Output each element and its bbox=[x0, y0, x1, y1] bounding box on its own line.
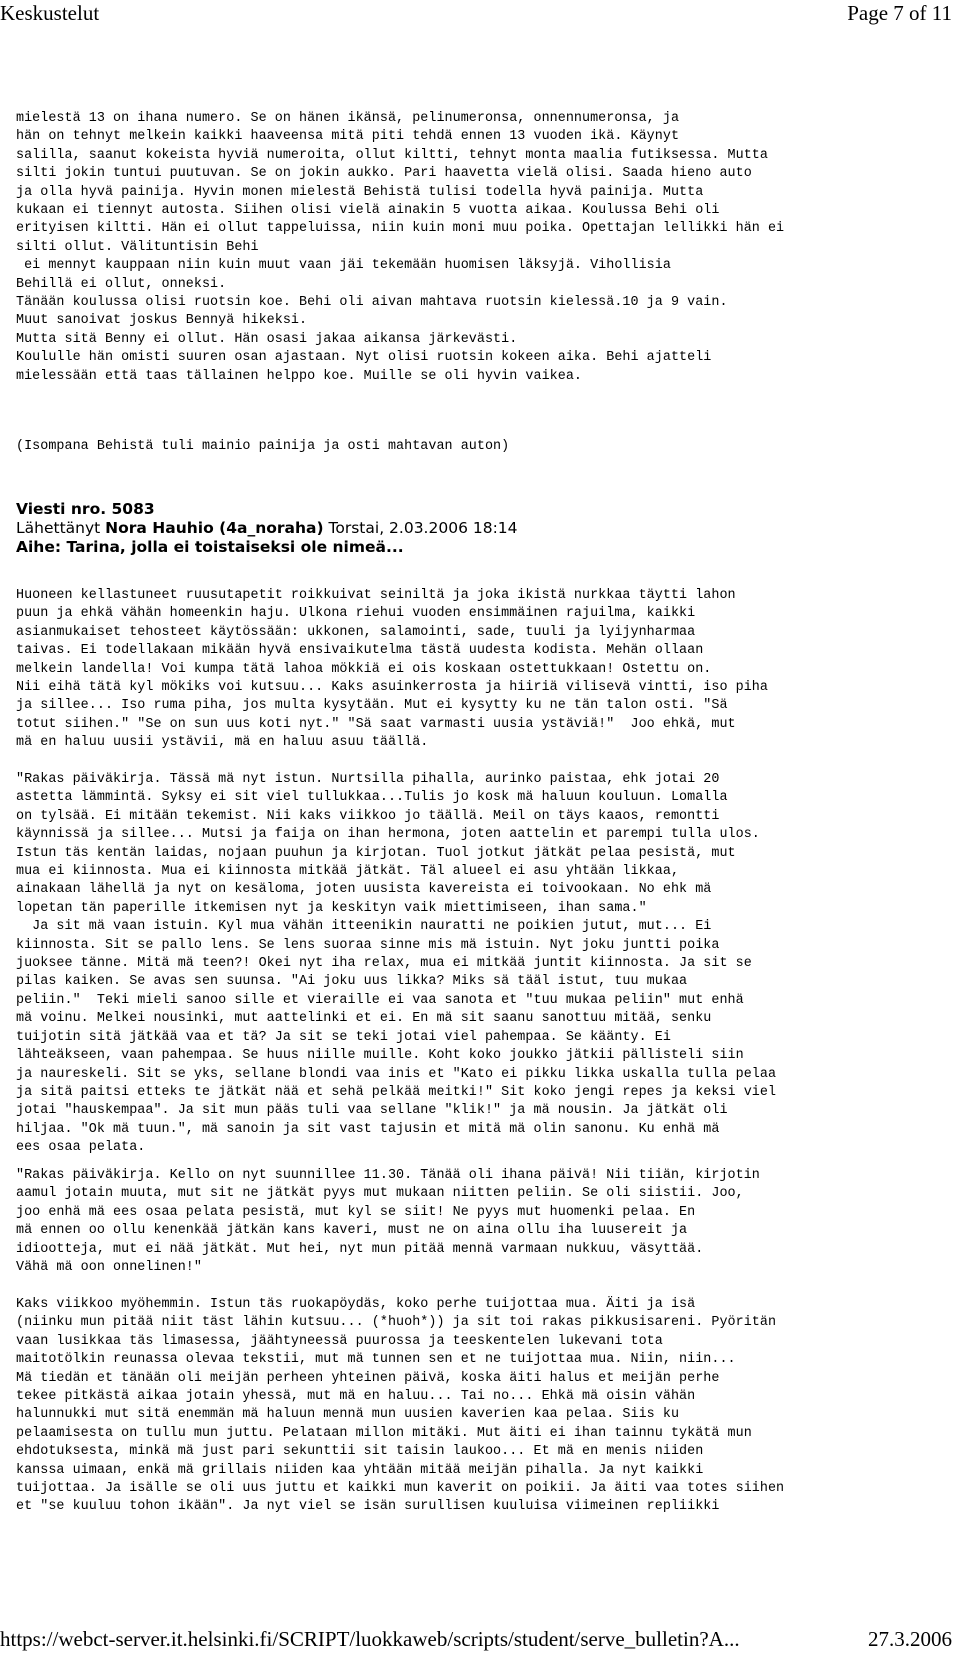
footer-date: 27.3.2006 bbox=[868, 1627, 952, 1651]
sent-by-label: Lähettänyt bbox=[16, 519, 101, 537]
message-header bbox=[16, 500, 518, 557]
header-title: Keskustelut bbox=[0, 1, 100, 25]
message-date: Torstai, 2.03.2006 18:14 bbox=[328, 519, 518, 537]
previous-message-closing: (Isompana Behistä tuli mainio painija ja osti mahtavan auton) bbox=[16, 439, 510, 454]
page-number: Page 7 of 11 bbox=[847, 1, 952, 25]
page-header bbox=[0, 0, 960, 30]
footer-url: https://webct-server.it.helsinki.fi/SCRIPT/luokkaweb/scripts/student/serve_bulletin?A... bbox=[0, 1627, 740, 1651]
message-paragraph: Huoneen kellastuneet ruusutapetit roikkuivat seiniltä ja joka ikistä nurkkaa täytti lahon puun ja ehkä vähän homeenkin haju. Ulkona riehui vuoden ensimmäinen rajuilma, kaikki asianmukaiset tehosteet käytössään: ukkonen, salamointi, sade, tuuli ja lyijynharmaa taivas. Ei todellakaan mikään hyvä ensivaikutelma tästä uudesta kodista. Mehän ollaan melkein landella! Voi kumpa tätä lahoa mökkiä ei ois koskaan ostettukkaan! Ostettu on. Nii eihä tätä kyl mökiks voi kutsuu... Kaks asuinkerrosta ja hiiriä vilisevä vintti, iso piha ja sillee... Iso ruma piha, jos multa kysytään. Mut ei kysytty ku ne tän talon osti. "Sä totut siihen." "Se on sun uus koti nyt." "Sä saat varmasti uusia ystäviä!" Joo ehkä, mut mä en haluu uusii ystävii, mä en haluu asuu täällä. bbox=[16, 588, 768, 751]
message-subject: Aihe: Tarina, jolla ei toistaiseksi ole nimeä... bbox=[16, 538, 404, 556]
message-paragraph: "Rakas päiväkirja. Tässä mä nyt istun. Nurtsilla pihalla, aurinko paistaa, ehk jotai 20 astetta lämmintä. Syksy ei sit viel tullukkaa...Tulis jo kosk mä haluun kouluun. Lomalla on tylsää. Ei mitään tekemist. Nii kaks viikkoo jo täällä. Meil on täys kaaos, remontti käynnissä ja sillee... Mutsi ja faija on ihan hermona, joten aattelin et parempi tulla ulos. Istun täs kentän laidas, nojaan puuhun ja kirjotan. Tuol jotkut jätkät pelaa pesistä, mut mua ei kiinnosta. Mua ei kiinnosta mitkää jätkät. Täl alueel ei asu yhtään likkaa, ainakaan lähellä ja nyt on kesäloma, joten uusista kavereista ei toivookaan. No ehk mä lopetan tän paperille itkemisen nyt ja keskityn vaik miettimiseen, ihan sama." Ja sit mä vaan istuin. Kyl mua vähän itteenikin nauratti ne poikien jutut, mut... Ei kiinnosta. Sit se pallo lens. Se lens suoraa sinne mis mä istuin. Nyt joku juntti poika juoksee tänne. Mitä mä teen?! Okei nyt iha relax, mua ei mitkää juntit kiinnosta. Ja sit se pilas kaiken. Se avas sen suunsa. "Ai joku uus likka? Miks sä tääl istut, tuu mukaa peliin." Teki mieli sanoo sille et vieraille ei vaa sanota et "tuu mukaa peliin" mut enhä mä voinu. Melkei nousinki, mut aattelinki et ei. En mä sit saanu sanottuu mitää, senku tuijotin sitä jätkää vaa et tä? Ja sit se teki jotai viel pahempaa. Se käänty. Ei lähteäkseen, vaan pahempaa. Se huus niille muille. Koht koko joukko jätkii pällisteli siin ja naureskeli. Sit se yks, sellane blondi vaa inis et "Kato ei pikku likka uskalla tulla pelaa ja sitä paitsi etteks te jätkät nää et sehä pelkää meitki!" Sit koko jengi repes ja keksi viel jotai "hauskempaa". Ja sit mun pääs tuli vaa sellane "klik!" ja mä nousin. Ja jätkät oli hiljaa. "Ok mä tuun.", mä sanoin ja sit vast tajusin et mitä mä olin sanonu. Ku enhä mä ees osaa pelata. bbox=[16, 772, 777, 1156]
previous-message-text: mielestä 13 on ihana numero. Se on hänen ikänsä, pelinumeronsa, onnennumeronsa, ja hän on tehnyt melkein kaikki haaveensa mitä piti tehdä ennen 13 vuoden ikä. Käynyt salilla, saanut kokeista hyviä numeroita, ollut kiltti, tehnyt monta maalia futiksessa. Mutta silti jokin tuntui puutuvan. Se on jokin aukko. Pari haavetta vielä olisi. Saada hieno auto ja olla hyvä painija. Hyvin monen mielestä Behistä tulisi todella hyvä painija. Mutta kukaan ei tiennyt autosta. Siihen olisi vielä ainakin 5 vuotta aikaa. Koulussa Behi oli erityisen kiltti. Hän ei ollut tappeluissa, niin kuin moni muu poika. Opettajan lellikki hän ei silti ollut. Välituntisin Behi ei mennyt kauppaan niin kuin muut vaan jäi tekemään huomisen läksyjä. Vihollisia Behillä ei ollut, onneksi. Tänään koulussa olisi ruotsin koe. Behi oli aivan mahtava ruotsin kielessä.10 ja 9 vain. Muut sanoivat joskus Bennyä hikeksi. Mutta sitä Benny ei ollut. Hän osasi jakaa aikansa järkevästi. Koululle hän omisti suuren osan ajastaan. Nyt olisi ruotsin kokeen aika. Behi ajatteli mielessään että taas tällainen helppo koe. Muille se oli hyvin vaikea. bbox=[16, 111, 785, 384]
page-footer bbox=[0, 1624, 960, 1654]
message-author: Nora Hauhio (4a_noraha) bbox=[105, 519, 324, 537]
message-number: Viesti nro. 5083 bbox=[16, 500, 155, 518]
message-paragraph: "Rakas päiväkirja. Kello on nyt suunnillee 11.30. Tänää oli ihana päivä! Nii tiiän, kirjotin aamul jotain muuta, mut sit ne jätkät pyys mut mukaan niitten peliin. Se oli siistii. Joo, joo enhä mä ees osaa pelata pesistä, mut kyl se siit! Ne pyys mut huomenki pelaa. En mä ennen oo ollu kenenkää jätkän kans kaveri, must ne on aina ollu iha luusereit ja idiootteja, mut ei nää jätkät. Mut hei, nyt mun pitää mennä varmaan nukkuu, väsyttää. Vähä mä oon onnelinen!" bbox=[16, 1168, 760, 1276]
message-paragraph: Kaks viikkoo myöhemmin. Istun täs ruokapöydäs, koko perhe tuijottaa mua. Äiti ja isä (niinku mun pitää niit täst lähin kutsuu... (*huoh*)) ja sit toi rakas pikkusisareni. Pyöritän vaan lusikkaa täs limasessa, jäähtyneessä puurossa ja teeskentelen lukevani tota maitotölkin reunassa olevaa tekstii, mut mä tunnen sen et ne tuijottaa mua. Niin, niin... Mä tiedän et tänään oli meijän perheen yhteinen päivä, koska äiti halus et meijän perhe tekee pitkästä aikaa jotain yhessä, mut mä en haluu... Tai no... Ehkä mä oisin vähän halunnukki mut sitä enemmän mä haluun mennä mun uusien kaverien kaa pelaa. Siis ku pelaamisesta on tullu mun juttu. Pelataan millon mitäki. Mut äiti ei ihan tainnu tykätä mun ehdotuksesta, minkä mä just pari sekunttii sit taisin laukoo... Et mä en menis niiden kanssa uimaan, enkä mä grillais niiden kaa yhtään mitää meijän pihalla. Ja nyt kaikki tuijottaa. Ja isälle se oli uus juttu et kaikki mun kaverit on poikii. Ja äiti vaa totes siihen et "se kuuluu tohon ikään". Ja nyt viel se isän surullisen kuuluisa viimeinen repliikki bbox=[16, 1297, 785, 1515]
